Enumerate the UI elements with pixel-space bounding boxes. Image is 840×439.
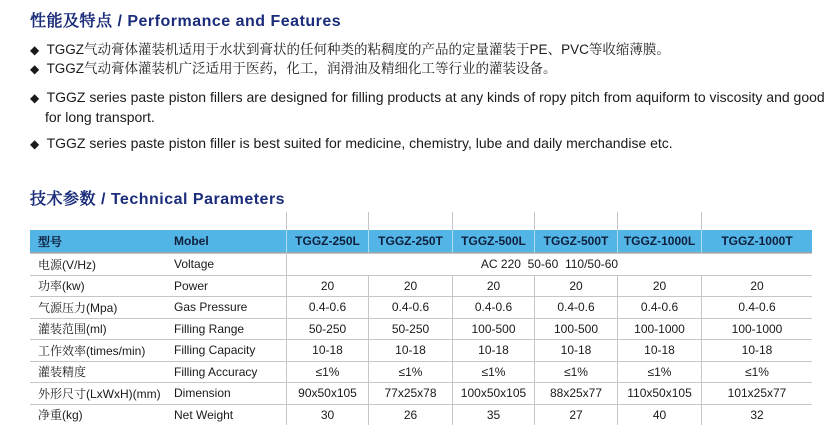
row-label-en: Power (170, 275, 286, 297)
row-value-cell: 32 (701, 404, 812, 426)
row-value-cell: 20 (534, 275, 617, 297)
bullet-diamond-icon: ◆ (30, 137, 47, 151)
table-row (30, 382, 812, 404)
column-tick-line (701, 212, 812, 230)
table-header-row (30, 230, 812, 253)
row-value-cell: 110x50x105 (617, 382, 701, 404)
table-row (30, 404, 812, 426)
row-value-cell: 88x25x77 (534, 382, 617, 404)
row-merged-value: AC 220 50-60 110/50-60 (286, 253, 812, 275)
row-value-cell: 10-18 (286, 339, 368, 361)
row-value-cell: 0.4-0.6 (286, 296, 368, 318)
row-value-cell: ≤1% (452, 361, 534, 383)
feature-bullet-en-2 (30, 134, 832, 154)
feature-bullet-cn-1 (30, 41, 832, 60)
row-value-cell: 100-1000 (701, 318, 812, 340)
column-tick-line (617, 212, 701, 230)
row-value-cell: 20 (701, 275, 812, 297)
table-row (30, 296, 812, 318)
column-tick-line (286, 212, 368, 230)
table-row (30, 253, 812, 275)
feature-bullet-en-1 (30, 88, 832, 126)
row-value-cell: 26 (368, 404, 452, 426)
row-label-en: Filling Accuracy (170, 361, 286, 383)
row-value-cell: 10-18 (452, 339, 534, 361)
row-label-en: Filling Range (170, 318, 286, 340)
table-row (30, 339, 812, 361)
row-label-en: Net Weight (170, 404, 286, 426)
column-tick-line (534, 212, 617, 230)
row-label-cn: 气源压力(Mpa) (30, 296, 170, 318)
tick-spacer (30, 212, 286, 230)
row-value-cell: 20 (286, 275, 368, 297)
feature-bullet-en-text: TGGZ series paste piston fillers are designed for filling products at any kinds of ropy pitch from aquiform to viscosity and good for long transport. (45, 89, 825, 125)
table-row (30, 361, 812, 383)
row-label-cn: 外形尺寸(LxWxH)(mm) (30, 382, 170, 404)
row-label-cn: 灌装精度 (30, 361, 170, 383)
technical-parameters-table (30, 212, 812, 425)
bullet-diamond-icon: ◆ (30, 61, 47, 76)
table-row (30, 318, 812, 340)
row-label-en: Gas Pressure (170, 296, 286, 318)
row-label-en: Dimension (170, 382, 286, 404)
row-value-cell: ≤1% (617, 361, 701, 383)
row-value-cell: 0.4-0.6 (617, 296, 701, 318)
row-label-cn: 净重(kg) (30, 404, 170, 426)
table-header-cell: TGGZ-500L (452, 230, 534, 253)
table-header-cell: TGGZ-250L (286, 230, 368, 253)
row-value-cell: 90x50x105 (286, 382, 368, 404)
row-value-cell: 100-500 (534, 318, 617, 340)
row-value-cell: 50-250 (286, 318, 368, 340)
row-value-cell: 101x25x77 (701, 382, 812, 404)
feature-bullet-cn-text: TGGZ气动膏体灌装机适用于水状到膏状的任何种类的粘稠度的产品的定量灌装于PE、PVC等收缩薄膜。 (46, 42, 670, 57)
table-header-cell: TGGZ-250T (368, 230, 452, 253)
row-value-cell: 20 (452, 275, 534, 297)
row-value-cell: ≤1% (534, 361, 617, 383)
features-en-bullet-list (30, 88, 832, 154)
row-value-cell: 35 (452, 404, 534, 426)
row-value-cell: ≤1% (368, 361, 452, 383)
table-header-cell: TGGZ-1000T (701, 230, 812, 253)
features-section-title: 性能及特点 / Performance and Features (30, 13, 342, 30)
row-value-cell: 100x50x105 (452, 382, 534, 404)
feature-bullet-cn-text: TGGZ气动膏体灌装机广泛适用于医药，化工，润滑油及精细化工等行业的灌装设备。 (46, 60, 557, 76)
feature-bullet-en-text: TGGZ series paste piston filler is best suited for medicine, chemistry, lube and daily merchandise etc. (46, 135, 673, 151)
bullet-diamond-icon: ◆ (30, 43, 47, 57)
row-label-cn: 电源(V/Hz) (30, 253, 170, 275)
row-label-cn: 功率(kw) (30, 275, 170, 297)
row-value-cell: 50-250 (368, 318, 452, 340)
feature-bullet-cn-2 (30, 60, 832, 79)
row-value-cell: 0.4-0.6 (701, 296, 812, 318)
row-value-cell: 77x25x78 (368, 382, 452, 404)
row-label-cn: 灌装范围(ml) (30, 318, 170, 340)
row-label-en: Voltage (170, 253, 286, 275)
row-value-cell: 20 (368, 275, 452, 297)
row-value-cell: ≤1% (701, 361, 812, 383)
row-value-cell: 30 (286, 404, 368, 426)
bullet-diamond-icon: ◆ (30, 91, 47, 105)
row-value-cell: 100-1000 (617, 318, 701, 340)
row-value-cell: 40 (617, 404, 701, 426)
parameters-section-title: 技术参数 / Technical Parameters (30, 191, 286, 208)
row-value-cell: 0.4-0.6 (452, 296, 534, 318)
row-value-cell: 100-500 (452, 318, 534, 340)
row-value-cell: 10-18 (368, 339, 452, 361)
column-tick-row (30, 212, 812, 230)
row-value-cell: 10-18 (534, 339, 617, 361)
features-cn-bullet-list (30, 41, 832, 78)
table-header-cell: Mobel (170, 230, 286, 253)
row-value-cell: 27 (534, 404, 617, 426)
row-value-cell: 0.4-0.6 (368, 296, 452, 318)
row-value-cell: 10-18 (701, 339, 812, 361)
column-tick-line (368, 212, 452, 230)
row-label-cn: 工作效率(times/min) (30, 339, 170, 361)
row-label-en: Filling Capacity (170, 339, 286, 361)
table-row (30, 275, 812, 297)
table-header-cell: TGGZ-500T (534, 230, 617, 253)
row-value-cell: ≤1% (286, 361, 368, 383)
row-value-cell: 20 (617, 275, 701, 297)
table-header-cell: TGGZ-1000L (617, 230, 701, 253)
table-header-cell: 型号 (30, 230, 170, 253)
row-value-cell: 10-18 (617, 339, 701, 361)
row-value-cell: 0.4-0.6 (534, 296, 617, 318)
column-tick-line (452, 212, 534, 230)
